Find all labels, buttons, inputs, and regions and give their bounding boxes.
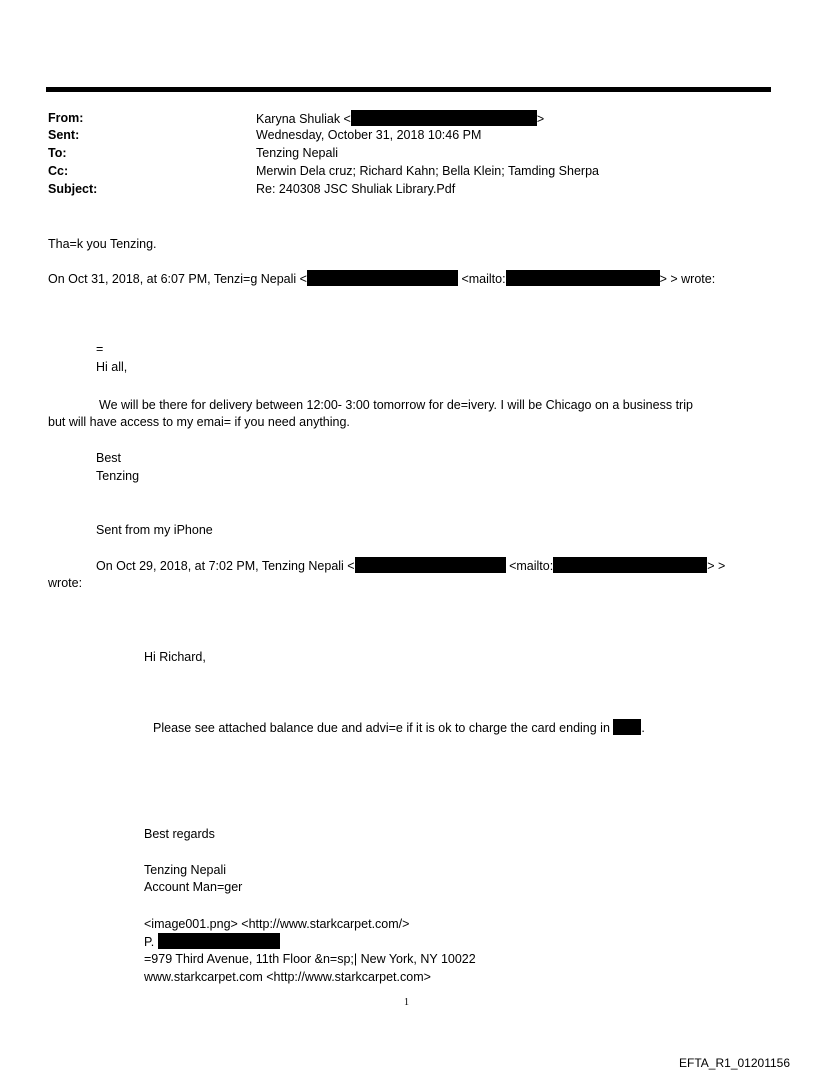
signature-website: www.starkcarpet.com <http://www.starkcarpet.com> <box>144 970 431 984</box>
cc-label: Cc: <box>48 164 69 178</box>
equals-line: = <box>96 342 104 356</box>
sent-value: Wednesday, October 31, 2018 10:46 PM <box>256 128 482 142</box>
subject-value: Re: 240308 JSC Shuliak Library.Pdf <box>256 182 456 196</box>
please-see-text: Please see attached balance due and advi=e if it is ok to charge the card ending in <box>153 721 610 735</box>
hi-all: Hi all, <box>96 360 128 374</box>
tenzing-line: Tenzing <box>96 469 140 483</box>
mailto-label: <mailto: <box>509 559 554 573</box>
from-label: From: <box>48 111 84 125</box>
redaction-block <box>613 719 641 735</box>
subject-label: Subject: <box>48 182 98 196</box>
signature-phone <box>144 933 280 950</box>
mailto-label: <mailto: <box>461 272 506 286</box>
best-regards: Best regards <box>144 827 215 841</box>
sent-from-line: Sent from my iPhone <box>96 523 213 537</box>
redaction-block <box>351 110 537 126</box>
thanks-line: Tha=k you Tenzing. <box>48 237 157 251</box>
best-line: Best <box>96 451 122 465</box>
signature-image-link: <image001.png> <http://www.starkcarpet.com/> <box>144 917 410 931</box>
redaction-block <box>307 270 458 286</box>
sent-label: Sent: <box>48 128 80 142</box>
document-id: EFTA_R1_01201156 <box>679 1056 790 1070</box>
signature-name: Tenzing Nepali <box>144 863 226 877</box>
please-see-line <box>153 719 645 736</box>
signature-title: Account Man=ger <box>144 880 243 894</box>
from-value <box>256 110 544 127</box>
redaction-block <box>355 557 506 573</box>
redaction-block <box>506 270 660 286</box>
redaction-block <box>553 557 707 573</box>
wrote-line: wrote: <box>48 576 83 590</box>
period: . <box>641 721 645 735</box>
quote2-line <box>96 557 725 574</box>
to-label: To: <box>48 146 67 160</box>
signature-address: =979 Third Avenue, 11th Floor &n=sp;| New York, NY 10022 <box>144 952 476 966</box>
page-number: 1 <box>404 997 409 1008</box>
delivery-line-2: but will have access to my emai= if you need anything. <box>48 415 350 429</box>
quote1-line <box>48 270 715 287</box>
delivery-line-1: We will be there for delivery between 12:00- 3:00 tomorrow for de=ivery. I will be Chicago on a business trip <box>99 398 693 412</box>
redaction-block <box>158 933 280 949</box>
cc-value: Merwin Dela cruz; Richard Kahn; Bella Klein; Tamding Sherpa <box>256 164 599 178</box>
to-value: Tenzing Nepali <box>256 146 338 160</box>
from-close: > <box>536 112 545 126</box>
quote2-prefix: On Oct 29, 2018, at 7:02 PM, Tenzing Nepali < <box>96 559 355 573</box>
hi-richard: Hi Richard, <box>144 650 206 664</box>
quote1-suffix: > > wrote: <box>659 272 716 286</box>
phone-label: P. <box>144 935 155 949</box>
quote1-prefix: On Oct 31, 2018, at 6:07 PM, Tenzi=g Nepali < <box>48 272 307 286</box>
from-name: Karyna Shuliak < <box>256 112 351 126</box>
header-rule <box>46 87 771 92</box>
quote2-suffix: > > <box>707 559 726 573</box>
